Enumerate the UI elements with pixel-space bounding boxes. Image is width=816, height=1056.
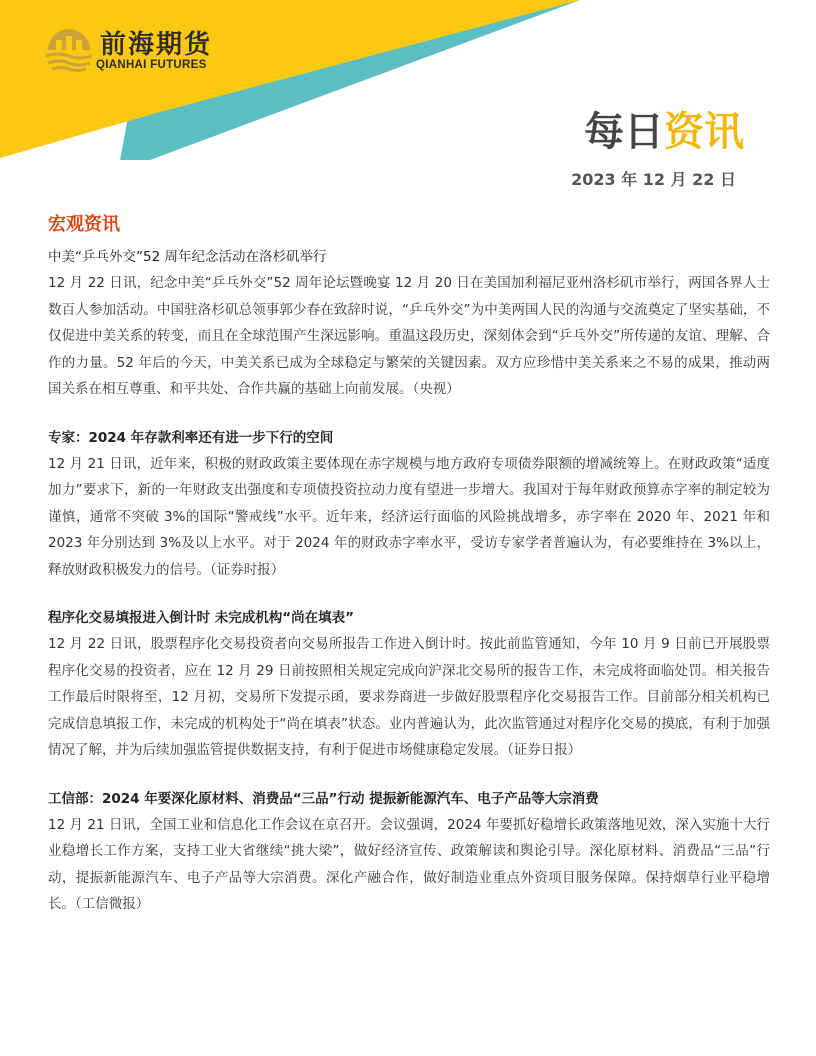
article <box>48 786 770 918</box>
article-body: 12 月 22 日讯，股票程序化交易投资者向交易所报告工作进入倒计时。按此前监管通知，今年 10 月 9 日前已开展股票程序化交易的投资者，应在 12 月 29 日前按照相关规定完成向沪深北交易所的报告工作，未完成将面临处罚。相关报告工作最后时限将至，12 月初，交易所下发提示函，要求券商进一步做好股票程序化交易报告工作。目前部分相关机构已完成信息填报工作，未完成的机构处于“尚在填表”状态。业内普遍认为，此次监管通过对程序化交易的摸底，有利于加强情况了解，并为后续加强监管提供数据支持，有利于促进市场健康稳定发展。（证券日报） <box>48 636 770 758</box>
page-title-part2: 资讯 <box>664 109 744 155</box>
article-title: 工信部：2024 年要深化原材料、消费品“三品”行动 提振新能源汽车、电子产品等大宗消费 <box>48 790 599 807</box>
article <box>48 605 770 764</box>
section-heading: 宏观资讯 <box>48 214 120 235</box>
company-logo <box>44 24 224 76</box>
article-title: 中美“乒乓外交”52 周年纪念活动在洛杉矶举行 <box>48 249 327 265</box>
article-body: 12 月 21 日讯，近年来，积极的财政政策主要体现在赤字规模与地方政府专项债券限额的增减统筹上。在财政政策“适度加力”要求下，新的一年财政支出强度和专项债投资拉动力度有望进一步增大。我国对于每年财政预算赤字率的制定较为谨慎，通常不突破 3%的国际“警戒线”水平。近年来，经济运行面临的风险挑战增多，赤字率在 2020 年、2021 年和 2023 年分别达到 3%及以上水平。对于 2024 年的财政赤字率水平，受访专家学者普遍认为，有必要维持在 3%以上，释放财政积极发力的信号。（证券时报） <box>48 455 770 578</box>
page-title <box>584 100 744 157</box>
article-body: 12 月 22 日讯，纪念中美“乒乓外交”52 周年论坛暨晚宴 12 月 20 日在美国加利福尼亚州洛杉矶市举行，两国各界人士数百人参加活动。中国驻洛杉矶总领事郭少春在致辞时说，“乒乓外交”为中美两国人民的沟通与交流奠定了坚实基础，不仅促进中美关系的转变，而且在全球范围产生深远影响。重温这段历史，深刻体会到“乒乓外交”所传递的友谊、理解、合作的力量。52 年后的今天，中美关系已成为全球稳定与繁荣的关键因素。双方应珍惜中美关系来之不易的成果，推动两国关系在相互尊重、和平共处、合作共赢的基础上向前发展。（央视） <box>48 275 770 397</box>
article-list <box>48 244 770 940</box>
article <box>48 244 770 403</box>
article-body: 12 月 21 日讯，全国工业和信息化工作会议在京召开。会议强调，2024 年要抓好稳增长政策落地见效，深入实施十大行业稳增长工作方案，支持工业大省继续“挑大梁”，做好经济宣传、政策解读和舆论引导。深化原材料、消费品“三品”行动，提振新能源汽车、电子产品等大宗消费。深化产融合作，做好制造业重点外资项目服务保障。保持烟草行业平稳增长。（工信微报） <box>48 816 770 912</box>
article-title: 专家：2024 年存款利率还有进一步下行的空间 <box>48 429 334 446</box>
article <box>48 425 770 584</box>
logo-mark-icon <box>44 26 94 72</box>
page-title-part1: 每日 <box>584 109 664 155</box>
report-date: 2023 年 12 月 22 日 <box>571 170 736 189</box>
logo-english-name: QIANHAI FUTURES <box>96 59 207 71</box>
logo-chinese-name: 前海期货 <box>100 30 213 60</box>
article-title: 程序化交易填报进入倒计时 未完成机构“尚在填表” <box>48 610 354 626</box>
